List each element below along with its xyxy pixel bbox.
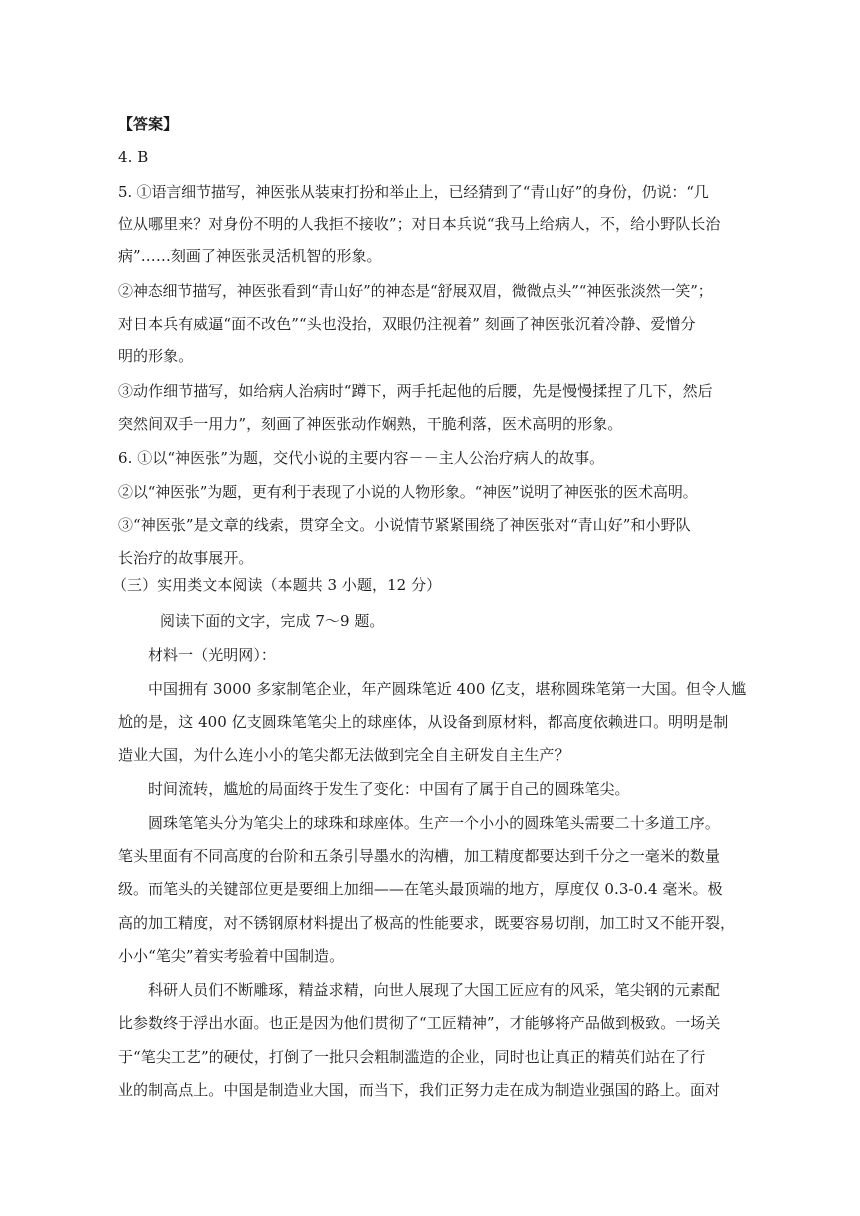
section-heading: （三）实用类文本阅读（本题共 3 小题，12 分） xyxy=(112,576,442,594)
answer-5-line-7: ③动作细节描写，如给病人治病时“蹲下，两手托起他的后腰，先是慢慢揉捏了几下，然后 xyxy=(118,382,713,400)
paragraph-2: 时间流转，尴尬的局面终于发生了变化：中国有了属于自己的圆珠笔尖。 xyxy=(148,780,630,798)
paragraph-4-line-4: 业的制高点上。中国是制造业大国，而当下，我们正努力走在成为制造业强国的路上。面对 xyxy=(118,1081,721,1099)
paragraph-3-line-4: 高的加工精度，对不锈钢原材料提出了极高的性能要求，既要容易切削，加工时又不能开裂， xyxy=(118,914,736,932)
paragraph-3-line-5: 小小“笔尖”着实考验着中国制造。 xyxy=(118,947,345,965)
answer-5-line-4: ②神态细节描写，神医张看到“青山好”的神态是“舒展双眉，微微点头”“神医张淡然一笑”； xyxy=(118,282,713,300)
paragraph-4-line-1: 科研人员们不断雕琢，精益求精，向世人展现了大国工匠应有的风采，笔尖钢的元素配 xyxy=(148,981,720,999)
paragraph-3-line-1: 圆珠笔笔头分为笔尖上的球珠和球座体。生产一个小小的圆珠笔头需要二十多道工序。 xyxy=(148,814,720,832)
paragraph-1-line-3: 造业大国，为什么连小小的笔尖都无法做到完全自主研发自主生产？ xyxy=(118,746,570,764)
answer-heading: 【答案】 xyxy=(118,115,179,133)
answer-5-line-6: 明的形象。 xyxy=(118,347,194,365)
paragraph-1-line-2: 尬的是，这 400 亿支圆珠笔笔尖上的球座体，从设备到原材料，都高度依赖进口。明明是制 xyxy=(118,713,729,731)
paragraph-3-line-2: 笔头里面有不同高度的台阶和五条引导墨水的沟槽，加工精度都要达到千分之一毫米的数量 xyxy=(118,847,721,865)
answer-5-line-2: 位从哪里来？对身份不明的人我拒不接收”；对日本兵说“我马上给病人，不，给小野队长治 xyxy=(118,215,721,233)
material-title: 材料一（光明网）： xyxy=(148,646,276,664)
answer-6-line-4: 长治疗的故事展开。 xyxy=(118,549,254,567)
answer-6-line-2: ②以“神医张”为题，更有利于表现了小说的人物形象。“神医”说明了神医张的医术高明。 xyxy=(118,483,698,501)
paragraph-4-line-2: 比参数终于浮出水面。也正是因为他们贯彻了“工匠精神”，才能够将产品做到极致。一场关 xyxy=(118,1014,721,1032)
answer-5-line-8: 突然间双手一用力”，刻画了神医张动作娴熟，干脆利落，医术高明的形象。 xyxy=(118,415,623,433)
answer-5-line-1: 5. ①语言细节描写，神医张从装束打扮和举止上，已经猜到了“青山好”的身份，仍说：“几 xyxy=(118,183,709,201)
paragraph-4-line-3: 于“笔尖工艺”的硬仗，打倒了一批只会粗制滥造的企业，同时也让真正的精英们站在了行 xyxy=(118,1048,706,1066)
paragraph-1-line-1: 中国拥有 3000 多家制笔企业，年产圆珠笔近 400 亿支，堪称圆珠笔第一大国。但令人尴 xyxy=(148,680,747,698)
instruction: 阅读下面的文字，完成 7～9 题。 xyxy=(160,612,385,630)
answer-6-line-1: 6. ①以“神医张”为题，交代小说的主要内容－－主人公治疗病人的故事。 xyxy=(118,449,605,467)
answer-6-line-3: ③“神医张”是文章的线索，贯穿全文。小说情节紧紧围绕了神医张对“青山好”和小野队 xyxy=(118,516,691,534)
answer-5-line-3: 病”……刻画了神医张灵活机智的形象。 xyxy=(118,247,382,265)
paragraph-3-line-3: 级。而笔头的关键部位更是要细上加细——在笔头最顶端的地方，厚度仅 0.3-0.4 毫米。极 xyxy=(118,880,723,898)
answer-5-line-5: 对日本兵有威逼“面不改色”“头也没抬，双眼仍注视着” 刻画了神医张沉着冷静、爱憎分 xyxy=(118,315,696,333)
answer-4: 4. B xyxy=(118,148,149,166)
